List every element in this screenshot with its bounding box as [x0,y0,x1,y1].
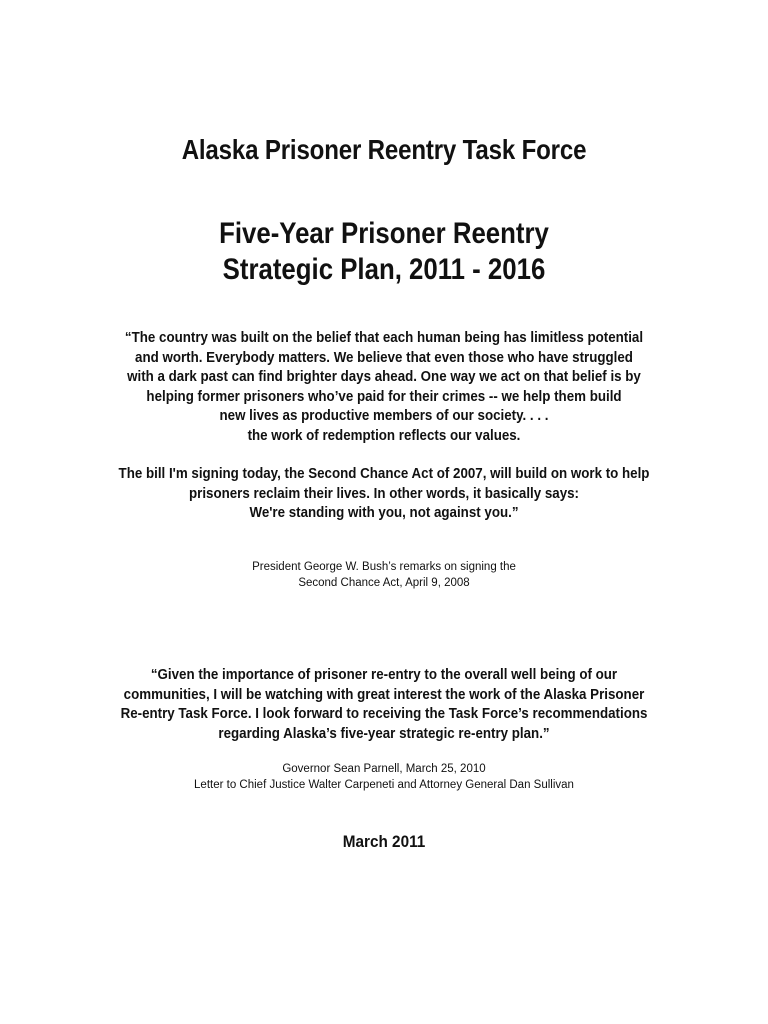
quote-line: and worth. Everybody matters. We believe that even those who have struggled [135,349,633,366]
parnell-quote-attribution [0,761,768,793]
bush-quote-attribution [0,559,768,591]
quote-line: prisoners reclaim their lives. In other words, it basically says: [189,485,579,502]
bush-quote-paragraph-2 [86,465,682,524]
publication-date: March 2011 [342,832,426,851]
plan-title [54,216,714,288]
quote-line: We're standing with you, not against you.” [249,505,519,521]
organization-title: Alaska Prisoner Reentry Task Force [181,134,587,165]
bush-quote-paragraph-1 [86,329,682,446]
quote-line: helping former prisoners who’ve paid for their crimes -- we help them build [146,388,622,405]
plan-title-line: Strategic Plan, 2011 - 2016 [222,253,546,286]
quote-line: The bill I'm signing today, the Second Chance Act of 2007, will build on work to help [118,466,650,482]
attribution-line: President George W. Bush’s remarks on signing the [252,561,516,573]
quote-line: Re-entry Task Force. I look forward to receiving the Task Force’s recommendations [120,706,648,722]
quote-line: new lives as productive members of our society. . . . [219,408,549,424]
quote-line: “The country was built on the belief that each human being has limitless potential [124,330,644,346]
quote-line: the work of redemption reflects our values. [247,427,521,444]
quote-line: “Given the importance of prisoner re-entry to the overall well being of our [150,667,618,683]
quote-line: with a dark past can find brighter days ahead. One way we act on that belief is by [127,369,641,385]
quote-line: communities, I will be watching with great interest the work of the Alaska Prisoner [123,686,645,703]
attribution-line: Second Chance Act, April 9, 2008 [298,577,470,589]
attribution-line: Letter to Chief Justice Walter Carpeneti and Attorney General Dan Sullivan [194,779,574,791]
plan-title-line: Five-Year Prisoner Reentry [219,217,549,250]
attribution-line: Governor Sean Parnell, March 25, 2010 [282,763,486,775]
quote-line: regarding Alaska’s five-year strategic re-entry plan.” [218,725,550,742]
parnell-quote [86,666,682,744]
